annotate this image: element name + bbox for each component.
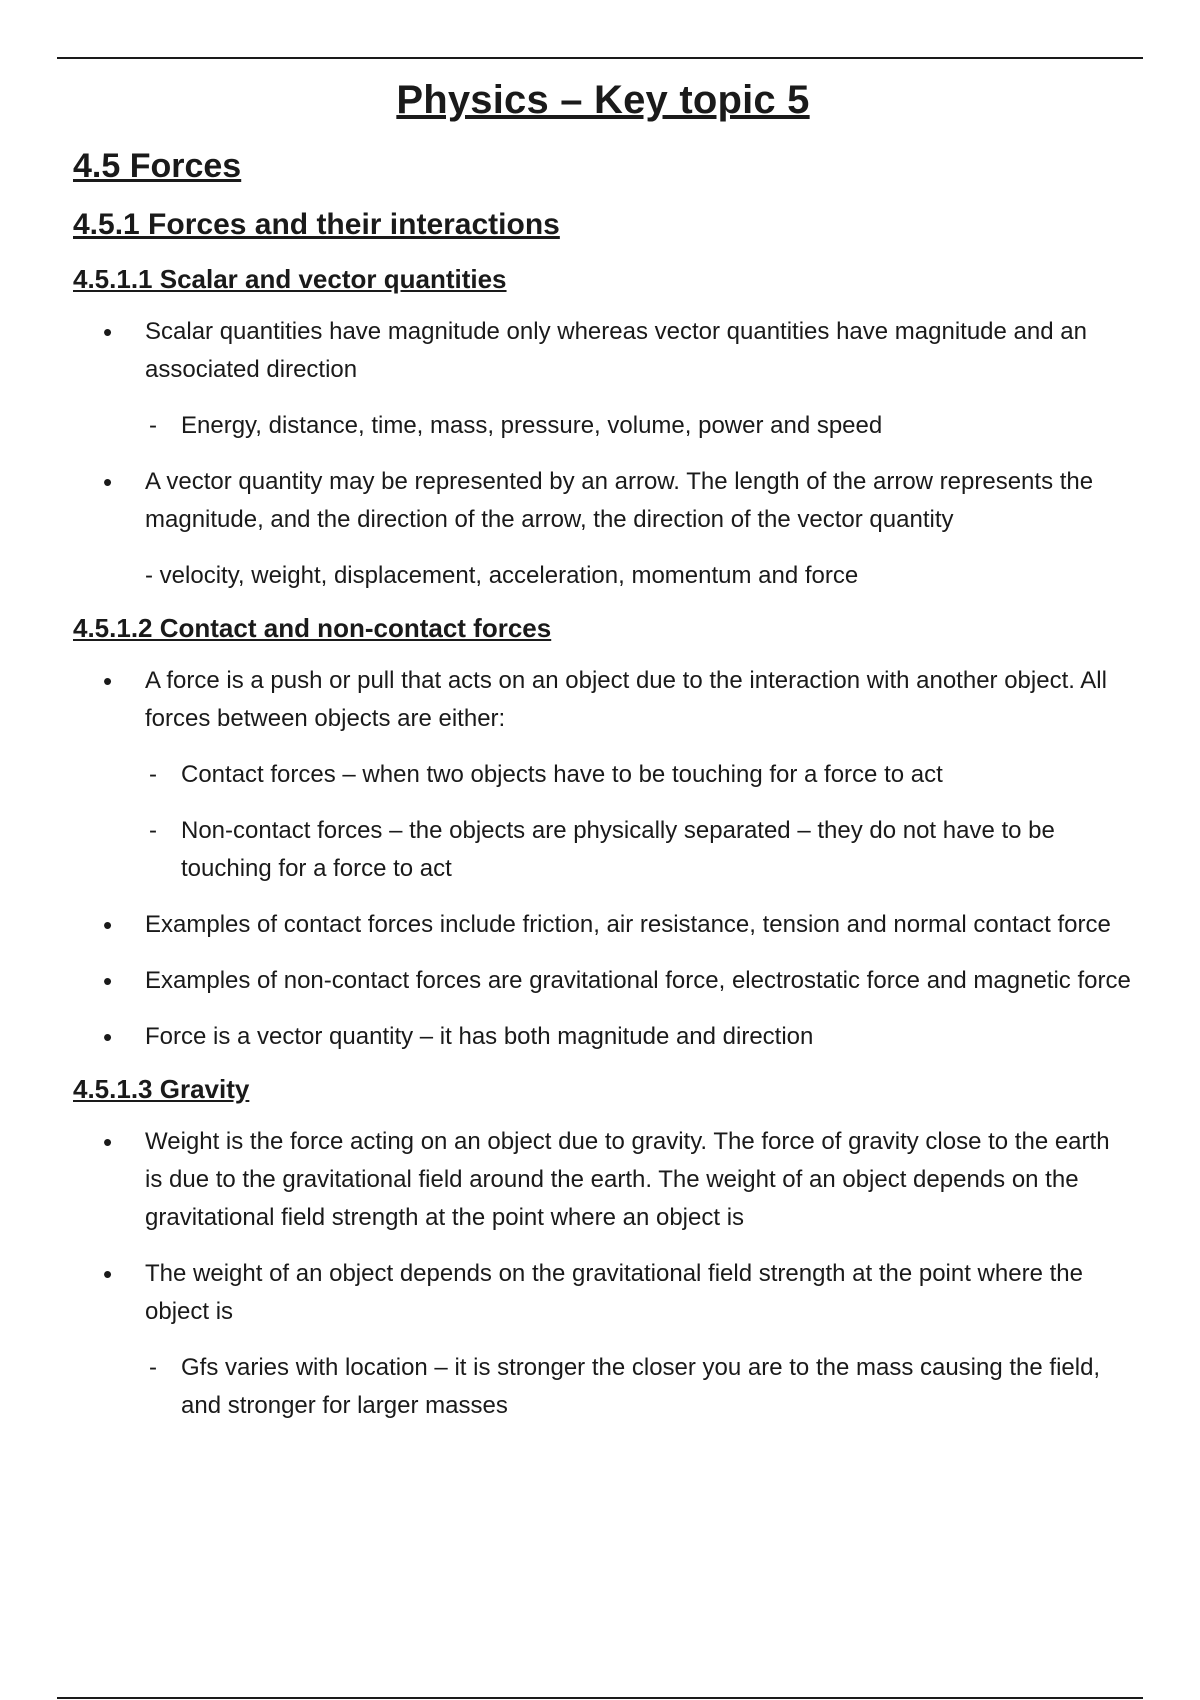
bullet-item: • Weight is the force acting on an object due to gravity. The force of gravity close to the earth is due to the gravitational field around the earth. The weight of an object depends on the gravitational field strength at the point where an object is (73, 1123, 1133, 1237)
document-title: Physics – Key topic 5 (396, 78, 810, 122)
topic-heading-scalar-vector: 4.5.1.1 Scalar and vector quantities (73, 264, 507, 294)
subsection-heading: 4.5.1 Forces and their interactions (73, 208, 560, 241)
document-body (73, 70, 1133, 1443)
bullet-item: • A force is a push or pull that acts on an object due to the interaction with another object. All forces between objects are either: (73, 662, 1133, 738)
bullet-item: • Scalar quantities have magnitude only whereas vector quantities have magnitude and an associated direction (73, 313, 1133, 389)
topic-heading-contact-forces: 4.5.1.2 Contact and non-contact forces (73, 613, 552, 643)
bullet-item: • The weight of an object depends on the gravitational field strength at the point where the object is (73, 1255, 1133, 1331)
dash-item: - Non-contact forces – the objects are physically separated – they do not have to be touching for a force to act (73, 812, 1133, 888)
plain-item: - velocity, weight, displacement, acceleration, momentum and force (145, 562, 859, 589)
section-heading: 4.5 Forces (73, 147, 242, 185)
bullet-item: • Examples of contact forces include friction, air resistance, tension and normal contact force (73, 906, 1133, 944)
dash-item: - Gfs varies with location – it is stronger the closer you are to the mass causing the field, and stronger for larger masses (73, 1349, 1133, 1425)
dash-item: - Contact forces – when two objects have to be touching for a force to act (73, 756, 1133, 794)
top-rule (57, 57, 1143, 59)
bullet-item: • Examples of non-contact forces are gravitational force, electrostatic force and magnetic force (73, 962, 1133, 1000)
dash-item: - Energy, distance, time, mass, pressure, volume, power and speed (73, 407, 1133, 445)
bullet-item: • A vector quantity may be represented by an arrow. The length of the arrow represents the magnitude, and the direction of the arrow, the direction of the vector quantity (73, 463, 1133, 539)
bottom-rule (57, 1697, 1143, 1699)
bullet-item: • Force is a vector quantity – it has both magnitude and direction (73, 1018, 1133, 1056)
topic-heading-gravity: 4.5.1.3 Gravity (73, 1074, 250, 1104)
